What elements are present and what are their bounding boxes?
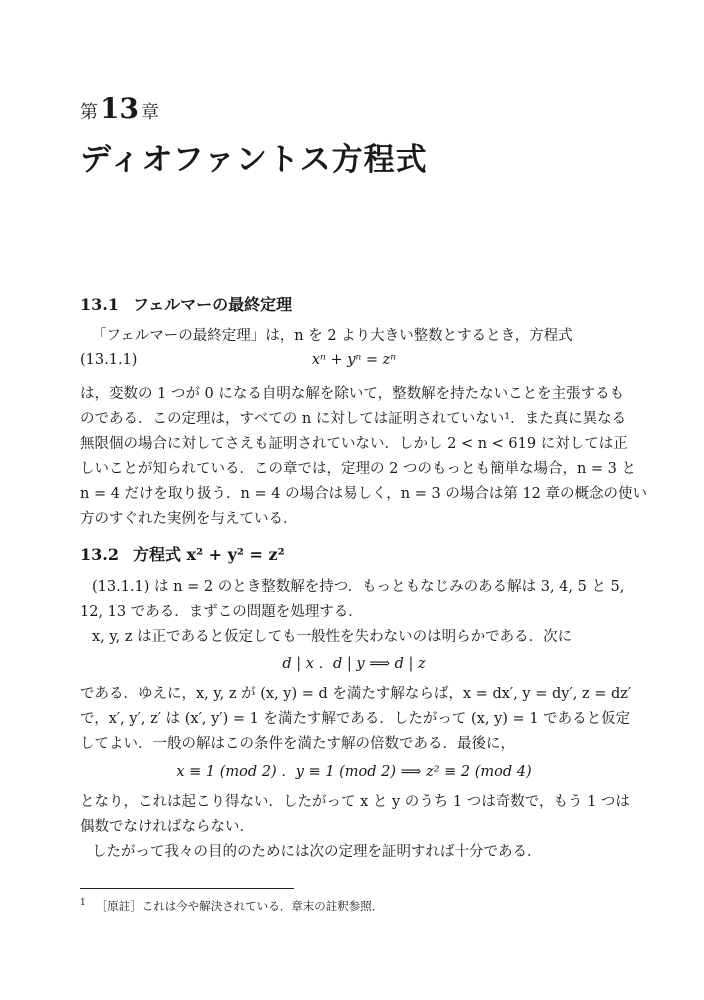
paragraph-line: 偶数でなければならない． bbox=[80, 819, 254, 835]
paragraph-line: してよい．一般の解はこの条件を満たす解の倍数である．最後に， bbox=[80, 736, 515, 752]
paragraph-line: したがって我々の目的のためには次の定理を証明すれば十分である． bbox=[92, 844, 542, 860]
equation-fermat: xⁿ + yⁿ = zⁿ bbox=[311, 352, 397, 368]
footnote bbox=[80, 898, 383, 914]
paragraph-line: 「フェルマーの最終定理」は，n を 2 より大きい整数とするとき，方程式 bbox=[92, 328, 573, 344]
chapter-number: 13 bbox=[100, 92, 139, 125]
section-heading-13-2 bbox=[80, 542, 285, 565]
chapter-prefix: 第 bbox=[80, 102, 98, 123]
footnote-rule bbox=[80, 888, 294, 889]
section-number: 13.2 bbox=[80, 545, 119, 564]
footnote-mark: 1 bbox=[80, 898, 86, 909]
paragraph-line: は，変数の 1 つが 0 になる自明な解を除いて，整数解を持たないことを主張するも bbox=[80, 386, 625, 402]
paragraph-line: のである．この定理は，すべての n に対しては証明されていない¹．また真に異なる bbox=[80, 411, 627, 427]
section-heading-13-1 bbox=[80, 292, 292, 315]
chapter-label bbox=[80, 92, 159, 125]
section-number: 13.1 bbox=[80, 295, 119, 314]
equation-mod: x ≡ 1 (mod 2) ．y ≡ 1 (mod 2) ⟹ z² ≡ 2 (mod 4) bbox=[176, 764, 532, 780]
section-title: 方程式 x² + y² = z² bbox=[132, 545, 285, 564]
paragraph-line: である．ゆえに，x, y, z が (x, y) = d を満たす解ならば，x = dx′, y = dy′, z = dz′ bbox=[80, 686, 632, 702]
equation-divisibility: d | x ．d | y ⟹ d | z bbox=[282, 656, 426, 672]
paragraph-line: しいことが知られている．この章では，定理の 2 つのもっとも簡単な場合，n = 3 と bbox=[80, 461, 636, 477]
chapter-suffix: 章 bbox=[140, 102, 159, 123]
footnote-text: ［原註］これは今や解決されている．章末の註釈参照． bbox=[95, 899, 384, 913]
paragraph-line: 方のすぐれた実例を与えている． bbox=[80, 511, 298, 527]
section-title: フェルマーの最終定理 bbox=[132, 295, 293, 314]
paragraph-line: となり，これは起こり得ない．したがって x と y のうち 1 つは奇数で，もう 1 つは bbox=[80, 794, 630, 810]
paragraph-line: 無限個の場合に対してさえも証明されていない．しかし 2 < n < 619 に対しては正 bbox=[80, 436, 628, 452]
paragraph-line: n = 4 だけを取り扱う．n = 4 の場合は易しく，n = 3 の場合は第 12 章の概念の使い bbox=[80, 486, 647, 502]
equation-label: (13.1.1) bbox=[80, 352, 138, 368]
paragraph-line: x, y, z は正であると仮定しても一般性を失わないのは明らかである．次に bbox=[92, 629, 573, 645]
chapter-title: ディオファントス方程式 bbox=[80, 142, 428, 178]
paragraph-line: (13.1.1) は n = 2 のとき整数解を持つ．もっともなじみのある解は 3, 4, 5 と 5, bbox=[92, 579, 625, 595]
paragraph-line: 12, 13 である．まずこの問題を処理する． bbox=[80, 604, 363, 620]
paragraph-line: で，x′, y′, z′ は (x′, y′) = 1 を満たす解である．したがって (x, y) = 1 であると仮定 bbox=[80, 711, 631, 727]
